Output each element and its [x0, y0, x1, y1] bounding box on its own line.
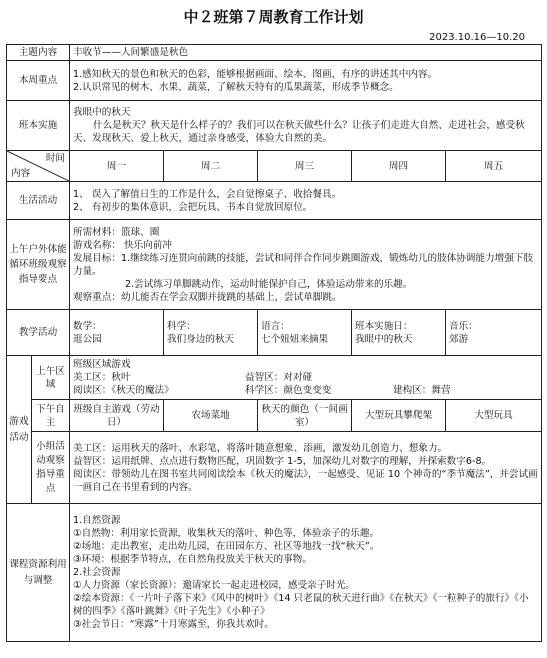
day-wednesday: 周三: [258, 151, 352, 182]
day-thursday: 周四: [352, 151, 446, 182]
teaching-subject: 科学：: [167, 320, 196, 332]
life-line: 1、 误入了解值日生的工作是什么，会自觉擦桌子、收拾餐具。: [73, 188, 342, 200]
teaching-cell: [164, 310, 258, 356]
teaching-cell: [258, 310, 352, 356]
theme-row: [7, 45, 542, 61]
resources-item: ①人力资源（家长资源）：邀请家长一起走进校园，感受亲子时光。: [73, 580, 356, 591]
resources-item: ②绘本资源：《一片叶子落下来》《风中的树叶》《14 只老鼠的秋天进行曲》《在秋天》《一粒种子的旅行》《小树的四季》《落叶跳舞》《叶子先生》《小种子》: [73, 593, 529, 617]
teaching-cell: [352, 310, 446, 356]
class-impl-text: 什么是秋天？秋天是什么样子的？我们可以在秋天做些什么？让孩子们走进大自然、走进社会，感受秋天、发现秋天、爱上秋天，通过亲身感受，体验大自然的美。: [73, 120, 525, 144]
games-pm-cell: 大型玩具: [446, 400, 542, 432]
games-obs-line: 美工区：运用秋天的落叶、水彩笔，将落叶随意想象、添画，激发幼儿创造力、想象力。: [73, 442, 448, 454]
life-label: 生活活动: [7, 182, 70, 220]
teaching-cell: [446, 310, 542, 356]
days-header-row: [7, 151, 542, 182]
focus-line: 1.感知秋天的景色和秋天的色彩，能够根据画面、绘本、图画，有序的讲述其中内容。: [73, 68, 438, 80]
life-row: [7, 182, 542, 220]
theme-label: 主题内容: [7, 45, 70, 61]
class-impl-title: 我眼中的秋天: [73, 107, 131, 118]
teaching-topic: 郊游: [449, 333, 469, 345]
teaching-subject: 语言：: [261, 320, 290, 332]
theme-value: 丰收节——人间繁盛是秋色: [70, 45, 542, 61]
resources-content: [70, 504, 542, 642]
resources-label: 课程资源利用与调整: [7, 504, 70, 642]
date-range: 2023.10.16—10.20: [429, 32, 525, 43]
games-am-row: [7, 356, 542, 400]
teaching-row: [7, 310, 542, 356]
games-am-content: [70, 356, 542, 400]
games-pm-cell: 大型玩具攀爬架: [352, 400, 446, 432]
focus-row: [7, 61, 542, 101]
life-content: [70, 182, 542, 220]
games-am-line-1: [73, 371, 538, 384]
outdoor-row: [7, 220, 542, 310]
games-am-title: 班级区域游戏: [73, 359, 131, 370]
resources-nature-title: 1.自然资源: [73, 515, 121, 526]
outdoor-materials: 所需材料：篮球、圈: [73, 226, 160, 238]
games-am-line-2: [73, 384, 538, 397]
resources-item: ③环境：根据季节特点，在自然角投放关于秋天的事物。: [73, 554, 312, 565]
outdoor-observe: 观察重点：幼儿能否在学会双脚并拢跳的基础上，尝试单脚跳。: [73, 291, 342, 303]
teaching-label: 教学活动: [7, 310, 70, 356]
resources-social-title: 2.社会资源: [73, 567, 121, 578]
focus-label: 本周重点: [7, 61, 70, 101]
games-pm-row: [7, 400, 542, 432]
teaching-topic: 我眼中的秋天: [355, 333, 413, 345]
class-impl-row: [7, 101, 542, 151]
life-line: 2、 有初步的集体意识，会把玩具、书本自觉放回原位。: [73, 201, 313, 213]
plan-table: [6, 44, 542, 642]
class-impl-label: 班本实施: [7, 101, 70, 151]
games-obs-line: 阅读区：带领幼儿在图书室共同阅读绘本《秋天的魔法》，一起感受、见证 10 个神奇的“季节魔法”，并尝试画一画自己在书里看到的内容。: [73, 468, 538, 493]
header-time: 时间: [45, 153, 65, 164]
games-label: 游戏活动: [7, 356, 32, 504]
outdoor-content: [70, 220, 542, 310]
teaching-cell: [70, 310, 164, 356]
teaching-subject: 班本实施日：: [355, 320, 413, 332]
day-friday: 周五: [446, 151, 542, 182]
teaching-subject: 数学：: [73, 320, 102, 332]
games-obs-label: 小组活动观察指导重点: [32, 432, 70, 504]
resources-item: ③社会节日：“寒露”十月寒露至，你我共欢时。: [73, 619, 274, 630]
games-pm-label: 下午自主: [32, 400, 70, 432]
games-am-read: 阅读区：《秋天的魔法》: [73, 385, 174, 396]
teaching-topic: 七个妞妞来摘果: [261, 333, 329, 345]
day-tuesday: 周二: [164, 151, 258, 182]
focus-content: [70, 61, 542, 101]
class-impl-content: [70, 101, 542, 151]
resources-row: [7, 504, 542, 642]
resources-item: ①自然物：利用家长资源，收集秋天的落叶、种色等，体验亲子的乐趣。: [73, 528, 380, 539]
page-title: 中２班第７周教育工作计划: [183, 8, 364, 26]
outdoor-goal-2: 2.尝试练习单脚跳动作，运动时能保护自己，体验运动带来的乐趣。: [125, 278, 413, 290]
resources-item: ②场地：走出教室，走出幼儿园，在田园东方、社区等地找一找“秋天”。: [73, 541, 380, 552]
games-obs-row: [7, 432, 542, 504]
games-am-science: 科学区：颜色变变变: [245, 385, 332, 396]
outdoor-label: 上午户外体能循环班级观察指导要点: [7, 220, 70, 310]
games-pm-cell: 农场菜地: [164, 400, 258, 432]
games-pm-cell: 秋天的颜色（一间画室）: [258, 400, 352, 432]
teaching-subject: 音乐：: [449, 320, 478, 332]
games-am-puzzle: 益智区：对对碰: [245, 372, 313, 383]
teaching-topic: 逛公园: [73, 333, 102, 345]
games-am-build: 建构区：舞营: [393, 385, 451, 396]
games-am-art: 美工区：秋叶: [73, 372, 131, 383]
diagonal-header-cell: [7, 151, 70, 182]
games-am-label: 上午区域: [32, 356, 70, 400]
header-content: 内容: [11, 168, 31, 179]
games-pm-cell: 班级自主游戏（劳动日）: [70, 400, 164, 432]
day-monday: 周一: [70, 151, 164, 182]
outdoor-game-name: 游戏名称： 快乐向前冲: [73, 239, 172, 251]
games-obs-content: [70, 432, 542, 504]
teaching-topic: 我们身边的秋天: [167, 333, 235, 345]
outdoor-goal-1: 发展目标：1.继续练习连贯向前跳的技能，尝试和同伴合作同步跳圈游戏，锻炼幼儿的肢体协调能力增强下肢力量。: [73, 252, 534, 277]
games-obs-line: 益智区：运用纸牌、点点进行数物匹配，巩固数字 1-5，加深幼儿对数字的理解，并探索数字6-8。: [73, 455, 492, 467]
focus-line: 2.认识常见的树木、水果、蔬菜，了解秋天特有的瓜果蔬菜，形成季节概念。: [73, 81, 399, 93]
